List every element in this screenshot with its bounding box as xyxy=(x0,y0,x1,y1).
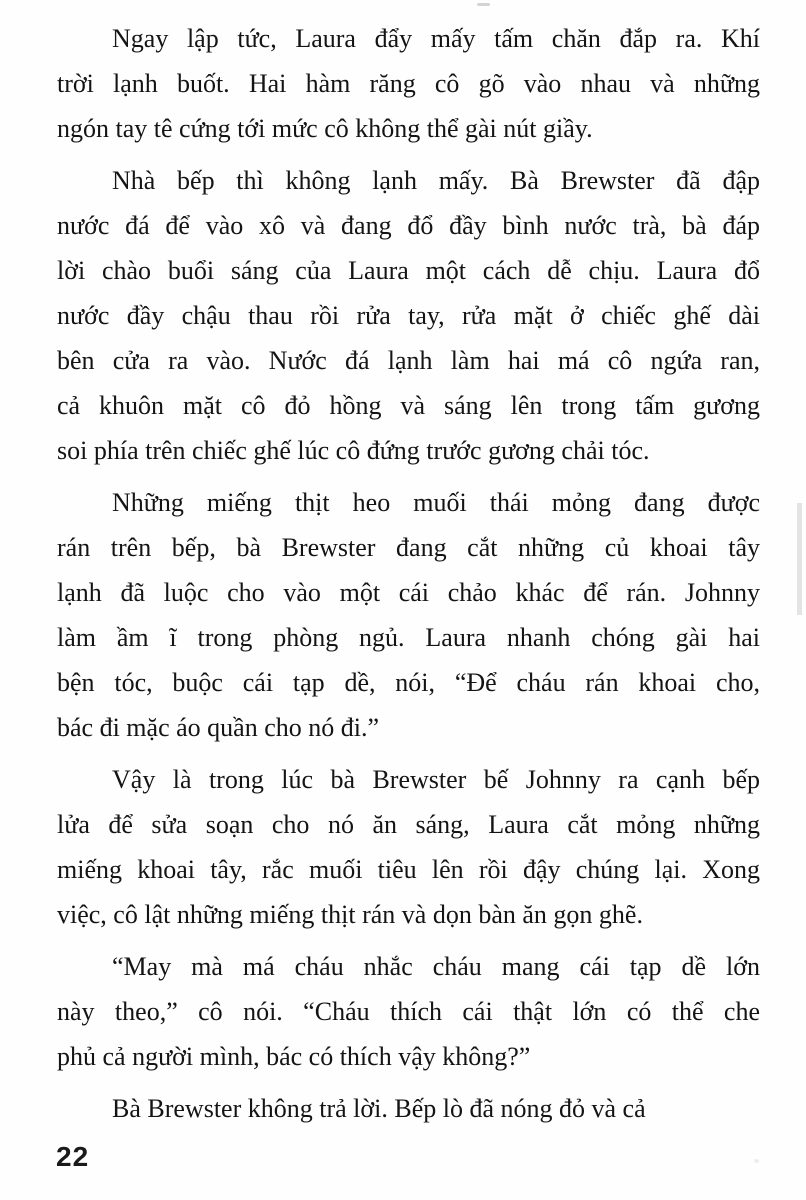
text-line: Bà Brewster không trả lời. Bếp lò đã nóng đỏ và cả xyxy=(112,1094,646,1123)
scan-artifact-right-edge xyxy=(797,503,802,615)
page-text xyxy=(57,16,760,1138)
text-line: bác đi mặc áo quần cho nó đi.” xyxy=(57,713,379,742)
text-line: Vậy là trong lúc bà Brewster bế Johnny ra cạnh bếp xyxy=(112,765,760,794)
paragraph xyxy=(57,757,760,937)
text-line: “May mà má cháu nhắc cháu mang cái tạp dề lớn xyxy=(112,952,760,981)
text-line: lửa để sửa soạn cho nó ăn sáng, Laura cắt mỏng những xyxy=(57,810,760,839)
text-line: nước đá để vào xô và đang đổ đầy bình nước trà, bà đáp xyxy=(57,211,760,240)
page-number: 22 xyxy=(56,1141,90,1172)
text-line: Ngay lập tức, Laura đẩy mấy tấm chăn đắp ra. Khí xyxy=(112,24,760,53)
text-line: rán trên bếp, bà Brewster đang cắt những củ khoai tây xyxy=(57,533,760,562)
text-line: cả khuôn mặt cô đỏ hồng và sáng lên trong tấm gương xyxy=(57,391,760,420)
text-line: Những miếng thịt heo muối thái mỏng đang được xyxy=(112,488,760,517)
text-line: bện tóc, buộc cái tạp dề, nói, “Để cháu rán khoai cho, xyxy=(57,668,760,697)
text-line: ngón tay tê cứng tới mức cô không thể gài nút giầy. xyxy=(57,114,593,143)
text-line: lạnh đã luộc cho vào một cái chảo khác để rán. Johnny xyxy=(57,578,760,607)
paragraph xyxy=(57,158,760,473)
text-line: soi phía trên chiếc ghế lúc cô đứng trước gương chải tóc. xyxy=(57,436,650,465)
text-line: việc, cô lật những miếng thịt rán và dọn bàn ăn gọn ghẽ. xyxy=(57,900,643,929)
text-line: Nhà bếp thì không lạnh mấy. Bà Brewster đã đập xyxy=(112,166,760,195)
paragraph xyxy=(57,1086,760,1131)
text-line: bên cửa ra vào. Nước đá lạnh làm hai má cô ngứa ran, xyxy=(57,346,760,375)
text-line: lời chào buổi sáng của Laura một cách dễ chịu. Laura đổ xyxy=(57,256,760,285)
text-line: nước đầy chậu thau rồi rửa tay, rửa mặt ở chiếc ghế dài xyxy=(57,301,760,330)
text-line: phủ cả người mình, bác có thích vậy không?” xyxy=(57,1042,531,1071)
paragraph xyxy=(57,944,760,1079)
text-line: làm ầm ĩ trong phòng ngủ. Laura nhanh chóng gài hai xyxy=(57,623,760,652)
text-line: miếng khoai tây, rắc muối tiêu lên rồi đậy chúng lại. Xong xyxy=(57,855,760,884)
text-line: này theo,” cô nói. “Cháu thích cái thật lớn có thể che xyxy=(57,997,760,1026)
paragraph xyxy=(57,480,760,750)
scan-artifact-speck xyxy=(754,1159,759,1163)
text-line: trời lạnh buốt. Hai hàm răng cô gõ vào nhau và những xyxy=(57,69,760,98)
paragraph xyxy=(57,16,760,151)
scan-artifact-top-icon xyxy=(477,3,490,6)
